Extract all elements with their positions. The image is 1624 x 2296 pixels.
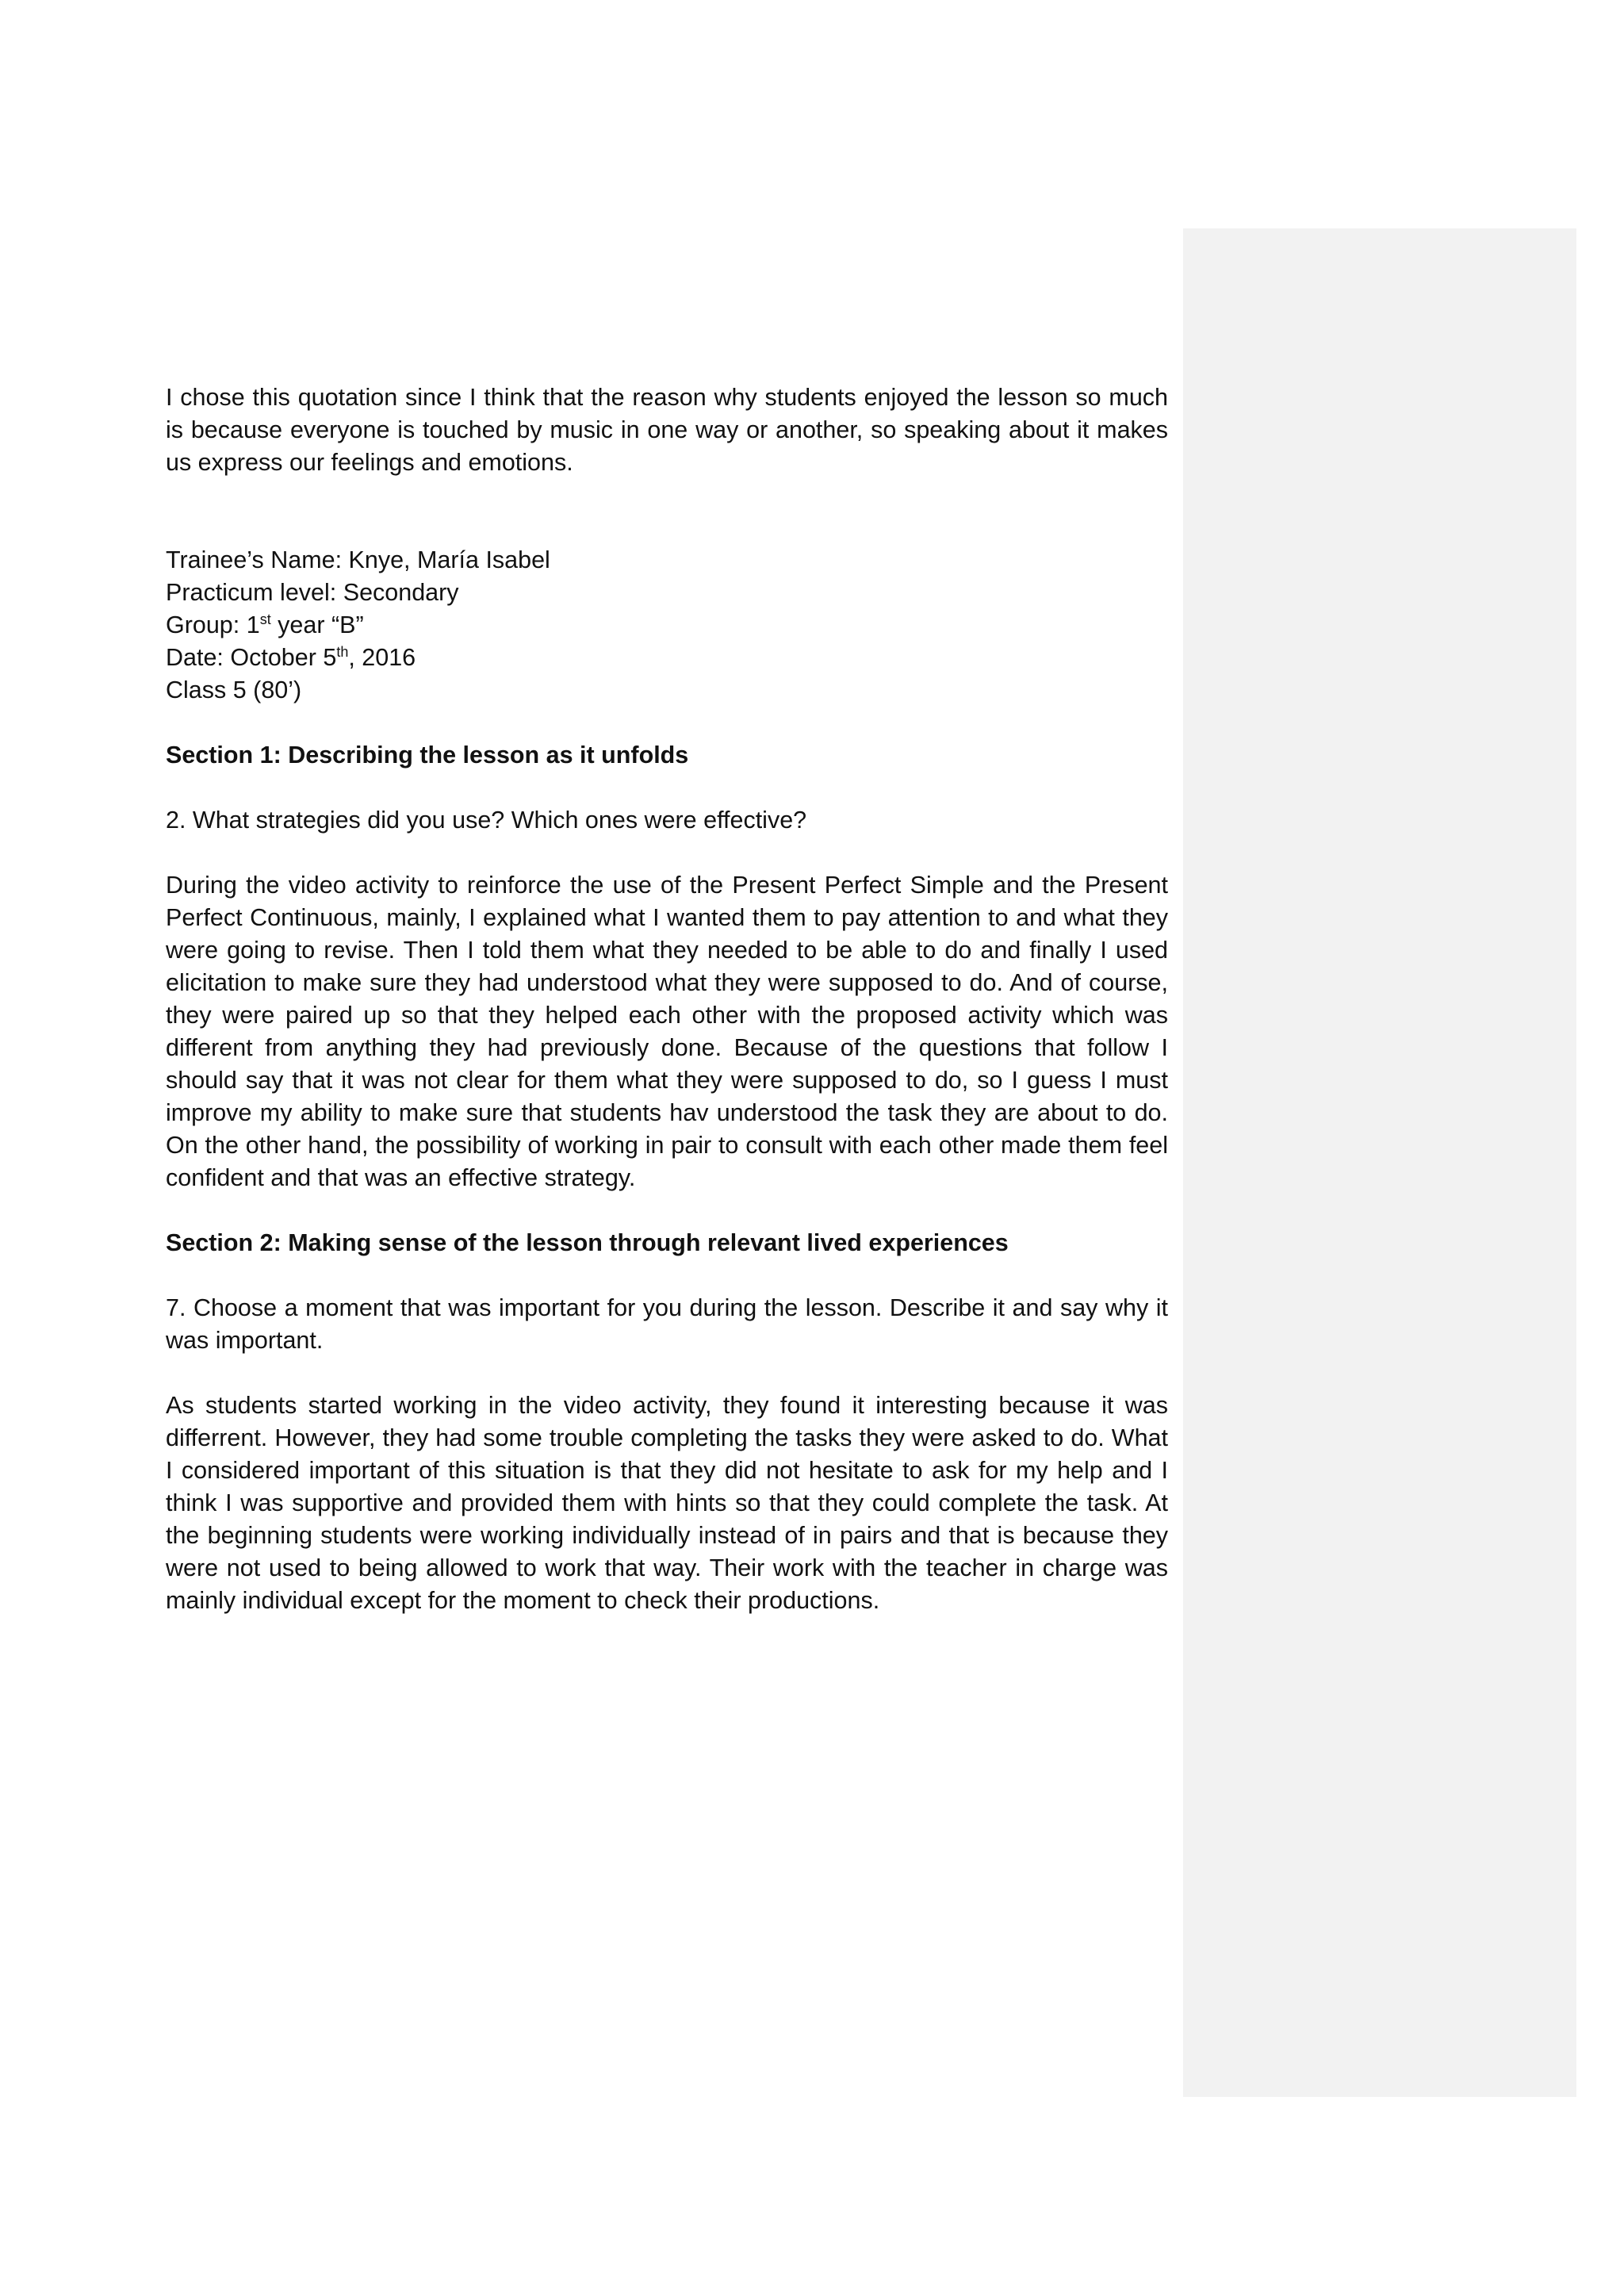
document-body (166, 381, 1168, 1617)
section1-heading: Section 1: Describing the lesson as it unfolds (166, 742, 689, 769)
date-superscript: th (336, 643, 349, 660)
comment-margin-panel (1183, 228, 1576, 2097)
trainee-name: Trainee’s Name: Knye, María Isabel (166, 546, 550, 573)
section2-heading: Section 2: Making sense of the lesson through relevant lived experiences (166, 1229, 1009, 1256)
group-line (166, 609, 1168, 642)
group-superscript: st (259, 611, 271, 627)
trainee-info-block (166, 544, 1168, 707)
date-prefix: Date: October 5 (166, 644, 337, 671)
section2-answer: As students started working in the video activity, they found it interesting because it was differrent. However, they had some trouble completing the tasks they were asked to do. What I considered important of this situation is that they did not hesitate to ask for my help and I think I was supportive and provided them with hints so that they could complete the task. At the beginning students were working individually instead of in pairs and that is because they were not used to being allowed to work that way. Their work with the teacher in charge was mainly individual except for the moment to check their productions. (166, 1392, 1168, 1614)
group-prefix: Group: 1 (166, 611, 260, 638)
section1-answer: During the video activity to reinforce the use of the Present Perfect Simple and the Present Perfect Continuous, mainly, I explained what I wanted them to pay attention to and what they were going to revise. Then I told them what they needed to be able to do and finally I used elicitation to make sure they had understood what they were supposed to do. And of course, they were paired up so that they helped each other with the proposed activity which was different from anything they had previously done. Because of the questions that follow I should say that it was not clear for them what they were supposed to do, so I guess I must improve my ability to make sure that students hav understood the task they are about to do. On the other hand, the possibility of working in pair to consult with each other made them feel confident and that was an effective strategy. (166, 872, 1168, 1191)
group-suffix: year “B” (270, 611, 364, 638)
practicum-level: Practicum level: Secondary (166, 579, 459, 606)
section2-question: 7. Choose a moment that was important for you during the lesson. Describe it and say why it was important. (166, 1294, 1168, 1354)
date-suffix: , 2016 (348, 644, 416, 671)
date-line (166, 642, 1168, 674)
intro-paragraph: I chose this quotation since I think that the reason why students enjoyed the lesson so much is because everyone is touched by music in one way or another, so speaking about it makes us express our feelings and emotions. (166, 384, 1168, 476)
section1-question: 2. What strategies did you use? Which ones were effective? (166, 807, 807, 834)
class-line: Class 5 (80’) (166, 677, 302, 703)
